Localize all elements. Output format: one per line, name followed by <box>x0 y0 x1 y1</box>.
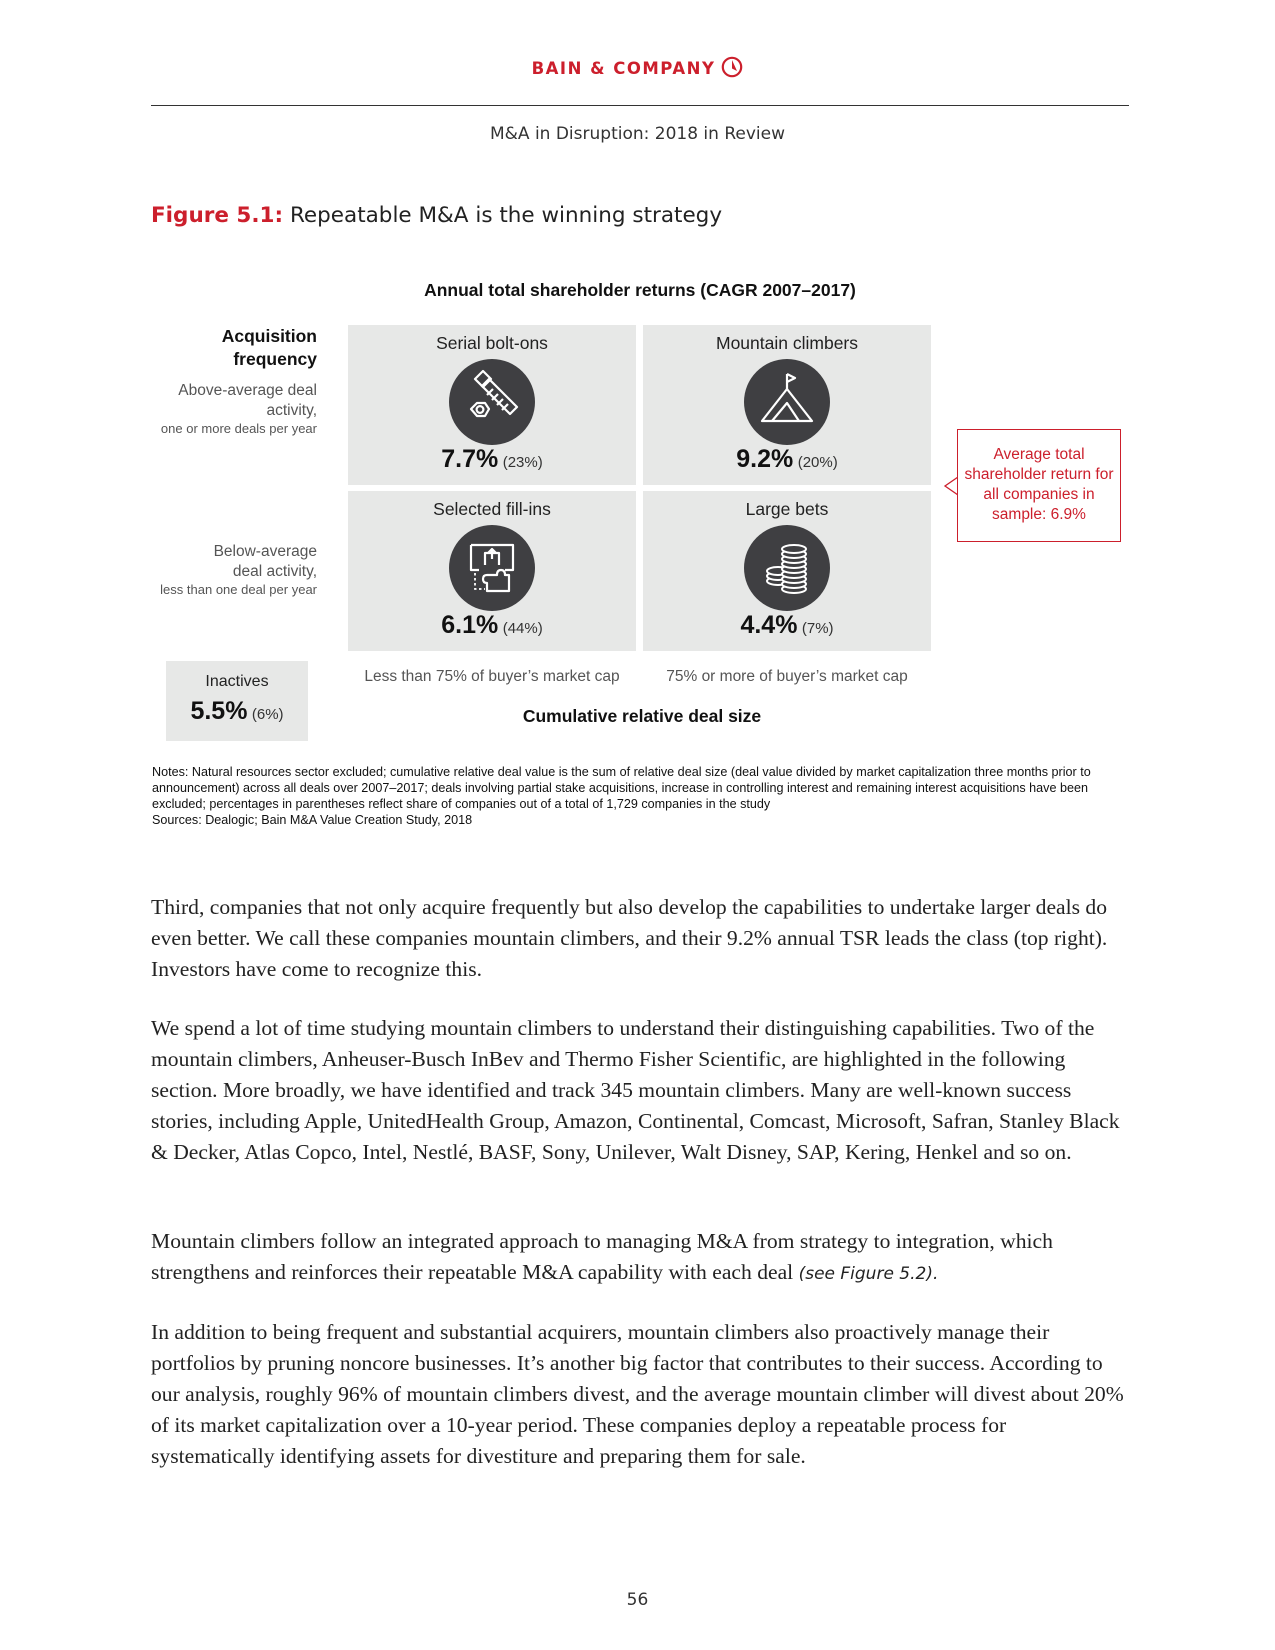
y-axis-title-text: Acquisition frequency <box>221 326 317 369</box>
puzzle-fill-icon <box>449 525 535 611</box>
row-label-above <box>161 381 317 437</box>
sources-text: Sources: Dealogic; Bain M&A Value Creation Study, 2018 <box>152 813 473 827</box>
cell-serial-bolt-ons <box>348 325 636 485</box>
average-tsr-callout-text: Average total shareholder return for all companies in sample: 6.9% <box>964 446 1114 523</box>
cell-mountain-climbers <box>643 325 931 485</box>
cell-value <box>643 611 931 640</box>
figure-reference: (see Figure 5.2). <box>798 1264 939 1284</box>
row-label-below <box>160 542 317 598</box>
row-label-below-sub: less than one deal per year <box>160 582 317 597</box>
cell-selected-fill-ins <box>348 491 636 651</box>
cell-tsr: 6.1% <box>441 611 499 639</box>
cell-share: (20%) <box>797 454 838 471</box>
cell-name: Serial bolt-ons <box>436 333 548 353</box>
body-paragraph-4: In addition to being frequent and substantial acquirers, mountain climbers also proactively manage their portfolios by pruning noncore businesses. It’s another big factor that contributes to their success. According to our analysis, roughly 96% of mountain climbers divest, and the average mountain climber will divest about 20% of its market capitalization over a 10-year period. These companies deploy a repeatable process for systematically identifying assets for divestiture and preparing them for sale. <box>151 1320 1124 1468</box>
cell-share: (44%) <box>502 620 543 637</box>
brand-name: BAIN & COMPANY <box>531 59 716 78</box>
y-axis-title <box>207 325 317 371</box>
bolt-nut-icon <box>449 359 535 445</box>
row-label-above-sub: one or more deals per year <box>160 421 317 436</box>
cell-name: Large bets <box>745 499 829 519</box>
inactives-name: Inactives <box>205 673 269 690</box>
cell-share: (23%) <box>502 454 543 471</box>
coin-stack-icon <box>744 525 830 611</box>
column-label-small: Less than 75% of buyer’s market cap <box>364 668 620 685</box>
row-label-above-text: Above-average deal activity, <box>178 382 317 419</box>
report-title: M&A in Disruption: 2018 in Review <box>489 124 785 144</box>
body-paragraph-1: Third, companies that not only acquire frequently but also develop the capabilities to undertake larger deals do even better. We call these companies mountain climbers, and their 9.2% annual TSR leads the class (top right). Investors have come to recognize this. <box>151 895 1108 981</box>
page-number: 56 <box>626 1590 649 1610</box>
inactives-box <box>166 661 308 741</box>
inactives-tsr: 5.5% <box>190 697 248 725</box>
mountain-flag-icon <box>744 359 830 445</box>
chart-title: Annual total shareholder returns (CAGR 2007–2017) <box>424 280 856 300</box>
average-tsr-callout <box>957 429 1121 542</box>
cell-value <box>348 445 636 474</box>
cell-value <box>643 445 931 474</box>
inactives-share: (6%) <box>251 706 284 723</box>
figure-caption: Repeatable M&A is the winning strategy <box>289 203 723 228</box>
cell-large-bets <box>643 491 931 651</box>
body-paragraph-2: We spend a lot of time studying mountain climbers to understand their distinguishing capabilities. Two of the mountain climbers, Anheuser-Busch InBev and Thermo Fisher Scientific, are highlighted in the following section. More broadly, we have identified and track 345 mountain climbers. Many are well-known success stories, including Apple, UnitedHealth Group, Amazon, Continental, Comcast, Microsoft, Safran, Stanley Black & Decker, Atlas Copco, Intel, Nestlé, BASF, Sony, Unilever, Walt Disney, SAP, Kering, Henkel and so on. <box>151 1016 1120 1164</box>
figure-notes <box>152 764 1132 828</box>
cell-name: Selected fill-ins <box>433 499 551 519</box>
body-paragraph-3-text: Mountain climbers follow an integrated approach to managing M&A from strategy to integration, which strengthens and reinforces their repeatable M&A capability with each deal <box>151 1229 1053 1284</box>
inactives-value <box>166 697 308 726</box>
x-axis-title: Cumulative relative deal size <box>522 706 762 726</box>
notes-text: Notes: Natural resources sector excluded; cumulative relative deal value is the sum of relative deal size (deal value divided by market capitalization three months prior to announcement) across all deals over 2007–2017; deals involving partial stake acquisitions, increase in controlling interest and remaining interest acquisitions have been excluded; percentages in parentheses reflect share of companies out of a total of 1,729 companies in the study <box>152 765 1091 811</box>
cell-tsr: 7.7% <box>441 445 499 473</box>
cell-name: Mountain climbers <box>716 333 858 353</box>
figure-label: Figure 5.1: <box>151 203 284 228</box>
cell-value <box>348 611 636 640</box>
body-paragraph-3 <box>151 1226 1133 1290</box>
column-label-large: 75% or more of buyer’s market cap <box>666 668 908 685</box>
figure-title <box>151 203 722 228</box>
header-rule <box>151 105 1129 106</box>
cell-share: (7%) <box>801 620 834 637</box>
row-label-below-text: Below-average deal activity, <box>213 543 317 580</box>
brand-header <box>0 56 1275 78</box>
bain-logo-icon <box>721 56 743 78</box>
cell-tsr: 9.2% <box>736 445 794 473</box>
cell-tsr: 4.4% <box>740 611 798 639</box>
